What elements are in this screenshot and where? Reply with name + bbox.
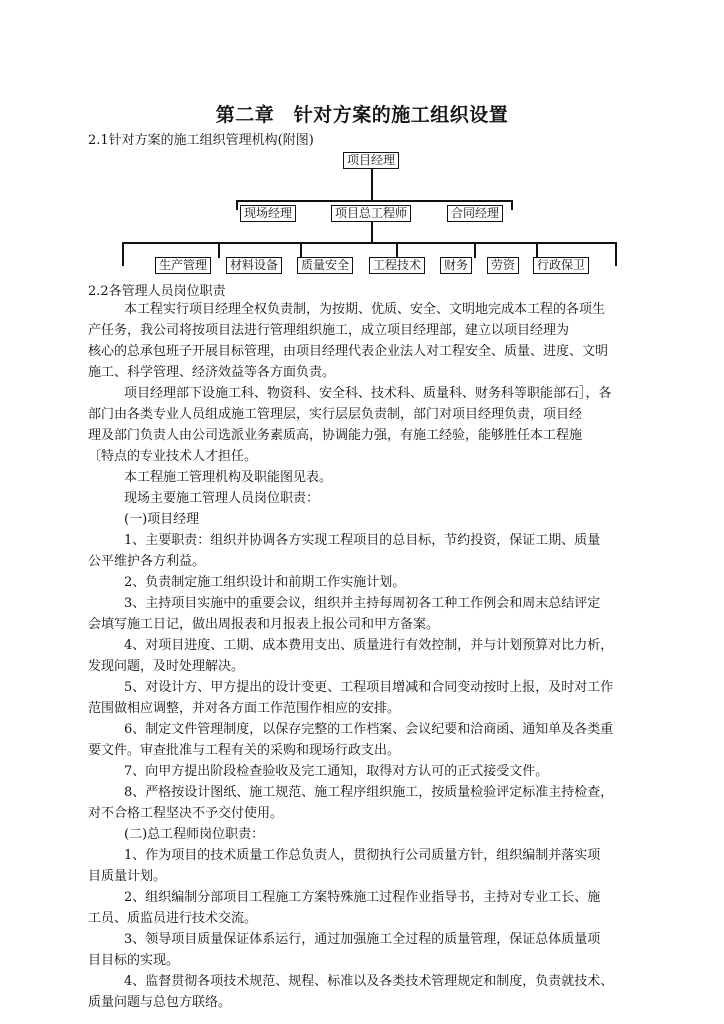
paragraph-line: 范围做相应调整，并对各方面工作范围作相应的安排。 [88,701,401,716]
paragraph-line: 核心的总承包班子开展目标管理，由项目经理代表企业法人对工程安全、质量、进度、文明 [88,344,609,359]
org-node-materials: 材料设备 [226,257,282,274]
chapter-title: 第二章 针对方案的施工组织设置 [215,104,509,126]
org-connector [236,200,238,210]
org-node-labor: 劳资 [487,257,519,274]
section-heading-2-2: 2.2各管理人员岗位职责 [88,284,226,299]
paragraph-line: 〔特点的专业技术人才担任。 [88,449,258,464]
paragraph-line: 现场主要施工管理人员岗位职责： [124,491,320,506]
paragraph-line: 2、负责制定施工组织设计和前期工作实施计划。 [124,575,406,590]
paragraph-line: 目目标的实现。 [88,953,180,968]
paragraph-line: 工员、质监员进行技术交流。 [88,911,258,926]
paragraph-line: 4、对项目进度、工期、成本费用支出、质量进行有效控制，并与计划预算对比力析， [124,638,614,653]
paragraph-line: 质量问题与总包方联络。 [88,995,232,1010]
subsection-heading: (一)项目经理 [124,512,200,527]
org-node-quality-safety: 质量安全 [297,257,353,274]
paragraph-line: 要文件。审查批准与工程有关的采购和现场行政支出。 [88,743,401,758]
org-node-security: 行政保卫 [533,257,589,274]
paragraph-line: 8、严格按设计图纸、施工规范、施工程序组织施工，按质量检验评定标准主持检查， [124,785,614,800]
org-connector [536,242,538,258]
org-chart [0,0,724,290]
paragraph-line: 对不合格工程坚决不予交付使用。 [88,806,284,821]
paragraph-line: 5、对设计方、甲方提出的设计变更、工程项目增减和合同变动按时上报，及时对工作 [124,680,614,695]
paragraph-line: 目质量计划。 [88,869,167,884]
org-node-finance: 财务 [440,257,472,274]
org-node-production: 生产管理 [155,257,211,274]
paragraph-line: 会填写施工日记，做出周报表和月报表上报公司和甲方备案。 [88,617,440,632]
paragraph-line: 理及部门负责人由公司选派业务素质高，协调能力强，有施工经验，能够胜任本工程施 [88,428,583,443]
paragraph-line: 2、组织编制分部项目工程施工方案特殊施工过程作业指导书，主持对专业工长、施 [124,890,601,905]
paragraph-line: 公平维护各方利益。 [88,554,206,569]
paragraph-line: 3、主持项目实施中的重要会议，组织并主持每周初各工种工作例会和周末总结评定 [124,596,601,611]
paragraph-line: 1、作为项目的技术质量工作总负责人，贯彻执行公司质量方针，组织编制并落实项 [124,848,601,863]
org-connector [122,242,616,244]
paragraph-line: 项目经理部下设施工科、物资科、安全科、技术科、质量科、财务科等职能部石］，各 [124,386,612,401]
paragraph-line: 产任务，我公司将按项目法进行管理组织施工，成立项目经理部，建立以项目经理为 [88,323,570,338]
paragraph-line: 3、领导项目质量保证体系运行，通过加强施工全过程的质量管理，保证总体质量项 [124,932,601,947]
paragraph-line: 本工程施工管理机构及职能图见表。 [124,470,333,485]
org-node-chief-engineer: 项目总工程师 [331,205,411,222]
org-connector [615,242,617,266]
paragraph-line: 本工程实行项目经理全权负责制，为按期、优质、安全、文明地完成本工程的各项生 [124,302,606,317]
paragraph-line: 1、主要职责：组织并协调各方实现工程项目的总目标，节约投资，保证工期、质量 [124,533,601,548]
paragraph-line: 7、向甲方提出阶段检查验收及完工通知，取得对方认可的正式接受文件。 [124,764,549,779]
org-connector [218,242,220,258]
org-connector [371,221,373,243]
paragraph-line: 施工、科学管理、经济效益等各方面负责。 [88,365,336,380]
paragraph-line: 4、监督贯彻各项技术规范、规程、标准以及各类技术管理规定和制度，负责就技术、 [124,974,614,989]
paragraph-line: 部门由各类专业人员组成施工管理层，实行层层负责制，部门对项目经理负责，项目经 [88,407,583,422]
org-connector [122,242,124,266]
paragraph-line: 6、制定文件管理制度，以保存完整的工作档案、会议纪要和洽商函、通知单及各类重 [124,722,614,737]
org-connector [300,242,302,258]
org-node-engineering: 工程技术 [369,257,425,274]
org-connector [511,200,513,210]
org-connector [474,242,476,258]
section-heading-2-1: 2.1针对方案的施工组织管理机构(附图) [88,133,314,148]
org-connector [396,242,398,258]
org-connector [236,200,512,202]
org-node-site-manager: 现场经理 [240,205,296,222]
org-node-contract-manager: 合同经理 [447,205,503,222]
org-node-root: 项目经理 [343,152,399,169]
subsection-heading: (二)总工程师岗位职责： [124,827,265,842]
paragraph-line: 发现问题，及时处理解决。 [88,659,245,674]
org-connector [371,168,373,200]
